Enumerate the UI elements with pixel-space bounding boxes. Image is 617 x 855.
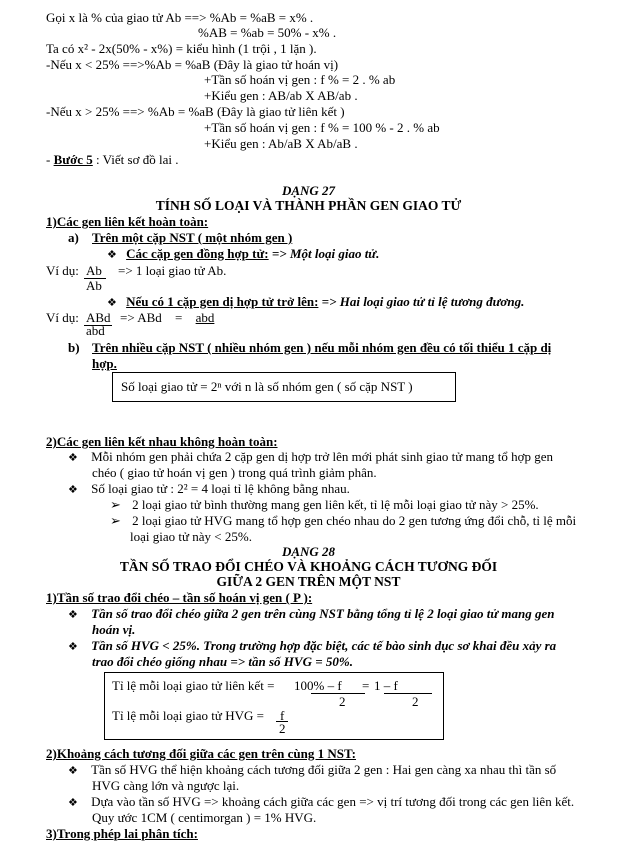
fraction-numerator: 1 – f	[374, 678, 398, 693]
sub-bullet-text: 2 loại giao tử HVG mang tổ hợp gen chéo nhau do 2 gen tương ứng đổi chỗ, tỉ lệ mỗi	[132, 513, 577, 528]
bullet-row	[68, 606, 555, 623]
formula-label: Tỉ lệ mỗi loại giao tử liên kết =	[112, 678, 275, 693]
bullet-row	[107, 246, 379, 263]
item-a-text: Trên một cặp NST ( một nhóm gen )	[92, 230, 293, 245]
bullet-row	[68, 638, 556, 655]
sub-bullet-text: loại giao tử này < 25%.	[130, 529, 252, 544]
fraction-numerator: 100% – f	[294, 678, 342, 693]
example-prefix: Ví dụ:	[46, 310, 79, 325]
heading-3: 3)Trong phép lai phân tích:	[46, 826, 198, 841]
fraction-denominator: 2	[412, 694, 419, 709]
text-line: -Nếu x > 25% ==> %Ab = %aB (Đây là giao tử liên kết )	[46, 104, 345, 119]
step-text: : Viết sơ đồ lai .	[96, 152, 179, 167]
diamond-icon: ❖	[68, 797, 78, 809]
fraction-denominator: 2	[279, 721, 286, 736]
bullet-text: trao đổi chéo giống nhau => tần số HVG = 50%.	[92, 654, 353, 669]
sub-bullet-text: 2 loại giao tử bình thường mang gen liên kết, tỉ lệ mỗi loại giao tử này > 25%.	[132, 497, 539, 512]
text-line: +Tần số hoán vị gen : f % = 2 . % ab	[204, 72, 396, 87]
bullet-row	[68, 449, 553, 466]
example-prefix: Ví dụ:	[46, 263, 79, 278]
arrow-icon: ➢	[110, 513, 121, 528]
example-gamete: abd	[195, 310, 215, 325]
text-line: +Kiểu gen : Ab/aB X Ab/aB .	[204, 136, 358, 151]
example-rest	[120, 310, 214, 325]
text-line: +Kiểu gen : AB/ab X AB/ab .	[204, 88, 358, 103]
bullet-text: Tần số trao đổi chéo giữa 2 gen trên cùng NST bằng tổng tỉ lệ 2 loại giao tử mang gen	[91, 606, 555, 621]
diamond-icon: ❖	[68, 641, 78, 653]
fraction-bar	[384, 693, 432, 694]
example-gamete: => ABd	[120, 310, 162, 325]
section-title-28: TẦN SỐ TRAO ĐỔI CHÉO VÀ KHOẢNG CÁCH TƯƠNG ĐỐI	[119, 559, 498, 574]
bullet-text: Tần số HVG < 25%. Trong trường hợp đặc biệt, các tế bào sinh dục sơ khai đều xảy ra	[91, 638, 557, 653]
text-line: -Nếu x < 25% ==>%Ab = %aB (Đây là giao tử hoán vị)	[46, 57, 339, 72]
item-a-label: a)	[68, 230, 79, 245]
diamond-icon: ❖	[107, 297, 117, 309]
bullet-rest: => Một loại giao tử.	[271, 246, 380, 261]
fraction-numerator: Ab	[86, 263, 102, 278]
diamond-icon: ❖	[68, 765, 78, 777]
diamond-icon: ❖	[68, 484, 78, 496]
heading-1: 1)Tần số trao đổi chéo – tần số hoán vị gen ( P ):	[46, 590, 313, 605]
bullet-row	[68, 794, 574, 811]
section-title-27: TÍNH SỐ LOẠI VÀ THÀNH PHẦN GEN GIAO TỬ	[155, 198, 462, 213]
item-b-text: hợp.	[92, 356, 117, 371]
bullet-text: HVG càng lớn và ngược lại.	[92, 778, 240, 793]
heading-2: 2)Các gen liên kết nhau không hoàn toàn:	[46, 434, 278, 449]
bullet-row	[107, 294, 524, 311]
section-dang-28: DẠNG 28	[281, 544, 336, 559]
fraction-denominator: 2	[339, 694, 346, 709]
formula-label: Tỉ lệ mỗi loại giao tử HVG =	[112, 708, 264, 723]
bullet-text: Mỗi nhóm gen phải chứa 2 cặp gen dị hợp trở lên mới phát sinh giao tử mang tổ hợp gen	[91, 449, 553, 464]
bullet-label: Nếu có 1 cặp gen dị hợp tử trở lên:	[126, 294, 319, 309]
example-equals: =	[175, 310, 183, 325]
diamond-icon: ❖	[68, 609, 78, 621]
bullet-text: Quy ước 1CM ( centimorgan ) = 1% HVG.	[92, 810, 317, 825]
section-dang-27: DẠNG 27	[281, 183, 336, 198]
text-line: Gọi x là % của giao tử Ab ==> %Ab = %aB = x% .	[46, 10, 314, 25]
bullet-text: Số loại giao tử : 2² = 4 loại tỉ lệ không bằng nhau.	[91, 481, 350, 496]
fraction-bar	[311, 693, 365, 694]
sub-bullet-row	[110, 497, 539, 512]
bullet-text: chéo ( giao tử hoán vị gen ) trong quá trình giảm phân.	[92, 465, 377, 480]
diamond-icon: ❖	[107, 249, 117, 261]
fraction-numerator: f	[280, 708, 285, 723]
bullet-row	[68, 762, 556, 779]
fraction-numerator: ABd	[86, 310, 111, 325]
bullet-row	[68, 481, 350, 498]
section-title-28: GIỮA 2 GEN TRÊN MỘT NST	[216, 574, 401, 589]
bullet-rest: => Hai loại giao tử tỉ lệ tương đương.	[321, 294, 525, 309]
text-line: +Tần số hoán vị gen : f % = 100 % - 2 . % ab	[204, 120, 440, 135]
bullet-text: Dựa vào tần số HVG => khoảng cách giữa các gen => vị trí tương đối trong các gen liên kết.	[91, 794, 575, 809]
item-b-label: b)	[68, 340, 80, 355]
example-rest: => 1 loại giao tử Ab.	[118, 263, 227, 278]
fraction-denominator: abd	[86, 323, 105, 338]
arrow-icon: ➢	[110, 497, 121, 512]
sub-bullet-row	[110, 513, 576, 528]
bullet-label: Các cặp gen đồng hợp tử:	[126, 246, 269, 261]
diamond-icon: ❖	[68, 452, 78, 464]
formula-box	[112, 372, 456, 402]
fraction-denominator: Ab	[86, 278, 102, 293]
bullet-text: hoán vị.	[92, 622, 136, 637]
formula-text: Số loại giao tử = 2ⁿ với n là số nhóm gen ( số cặp NST )	[121, 379, 413, 394]
heading-2: 2)Khoảng cách tương đối giữa các gen trên cùng 1 NST:	[46, 746, 357, 761]
bullet-text: Tần số HVG thể hiện khoảng cách tương đối giữa 2 gen : Hai gen càng xa nhau thì tần số	[91, 762, 557, 777]
text-line: Ta có x² - 2x(50% - x%) = kiểu hình (1 trội , 1 lặn ).	[46, 41, 317, 56]
formula-equals: =	[362, 678, 370, 693]
heading-1: 1)Các gen liên kết hoàn toàn:	[46, 214, 209, 229]
step-label: Bước 5	[53, 152, 93, 167]
text-line: %AB = %ab = 50% - x% .	[198, 25, 337, 40]
step-line: - Bước 5 : Viết sơ đồ lai .	[46, 152, 179, 167]
item-b-text: Trên nhiều cặp NST ( nhiều nhóm gen ) nếu mỗi nhóm gen đều có tối thiểu 1 cặp dị	[92, 340, 552, 355]
